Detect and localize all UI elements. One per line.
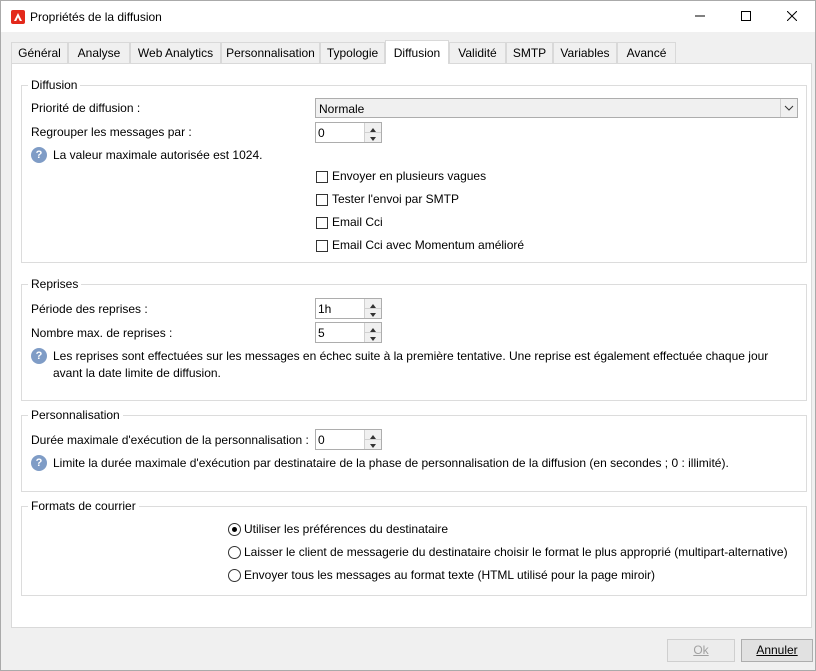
checkbox-email-cci-momentum[interactable] [316, 240, 328, 252]
minimize-button[interactable] [677, 1, 723, 32]
tab-general[interactable]: Général [11, 42, 68, 63]
tab-web-analytics[interactable]: Web Analytics [130, 42, 221, 63]
cancel-button[interactable] [741, 639, 813, 662]
perso-duration-value: 0 [318, 433, 325, 447]
stepper-buttons [364, 430, 381, 449]
group-reprises-legend: Reprises [28, 277, 81, 291]
radio-text-only[interactable] [228, 569, 241, 582]
stepper-buttons [364, 299, 381, 318]
retry-period-stepper[interactable] [315, 298, 382, 319]
group-personnalisation-legend: Personnalisation [28, 408, 123, 422]
group-messages-label: Regrouper les messages par : [31, 125, 192, 139]
retry-info-line1: Les reprises sont effectuées sur les messages en échec suite à la première tentative. Une reprise est également effectuée chaque jour [53, 349, 769, 363]
max-value-info: La valeur maximale autorisée est 1024. [53, 148, 263, 162]
retry-period-value: 1h [318, 302, 332, 316]
stepper-down-icon[interactable] [365, 133, 381, 142]
tab-validite[interactable]: Validité [449, 42, 506, 63]
tab-avance[interactable]: Avancé [617, 42, 676, 63]
stepper-buttons [364, 323, 381, 342]
radio-recipient-preferences[interactable] [228, 523, 241, 536]
group-messages-value: 0 [318, 126, 325, 140]
checkbox-email-cci[interactable] [316, 217, 328, 229]
info-icon: ? [31, 147, 47, 163]
maximize-button[interactable] [723, 1, 769, 32]
tab-smtp[interactable]: SMTP [506, 42, 553, 63]
ok-button-label: Ok [693, 643, 709, 657]
stepper-up-icon[interactable] [365, 123, 381, 133]
radio-text-only-label: Envoyer tous les messages au format texte (HTML utilisé pour la page miroir) [244, 568, 656, 582]
maximize-icon [741, 10, 751, 24]
radio-multipart-alternative[interactable] [228, 546, 241, 559]
priority-select[interactable] [315, 98, 798, 118]
close-icon [787, 10, 797, 24]
perso-info: Limite la durée maximale d'exécution par destinataire de la phase de personnalisation de la diffusion (en secondes ; 0 : illimité). [53, 456, 729, 470]
perso-duration-stepper[interactable] [315, 429, 382, 450]
group-reprises [21, 277, 807, 401]
group-messages-stepper[interactable] [315, 122, 382, 143]
checkbox-waves-label: Envoyer en plusieurs vagues [332, 169, 487, 183]
checkbox-waves[interactable] [316, 171, 328, 183]
group-formats-legend: Formats de courrier [28, 499, 139, 513]
max-retries-value: 5 [318, 326, 325, 340]
checkbox-test-smtp-label: Tester l'envoi par SMTP [332, 192, 460, 206]
minimize-icon [695, 10, 705, 24]
checkbox-email-cci-momentum-label: Email Cci avec Momentum amélioré [332, 238, 525, 252]
radio-recipient-preferences-label: Utiliser les préférences du destinataire [244, 522, 449, 536]
tab-variables[interactable]: Variables [553, 42, 617, 63]
stepper-up-icon[interactable] [365, 299, 381, 309]
perso-duration-label: Durée maximale d'exécution de la personnalisation : [31, 433, 309, 447]
tab-panel-diffusion [11, 63, 812, 628]
retry-period-label: Période des reprises : [31, 302, 148, 316]
stepper-down-icon[interactable] [365, 309, 381, 318]
checkbox-email-cci-label: Email Cci [332, 215, 383, 229]
stepper-up-icon[interactable] [365, 430, 381, 440]
window-title: Propriétés de la diffusion [30, 10, 162, 24]
group-formats [21, 499, 807, 596]
chevron-down-icon [780, 99, 797, 117]
group-diffusion-legend: Diffusion [28, 78, 80, 92]
max-retries-stepper[interactable] [315, 322, 382, 343]
app-logo-icon [11, 10, 25, 24]
tab-analyse[interactable]: Analyse [68, 42, 130, 63]
priority-select-value: Normale [319, 102, 365, 116]
tab-diffusion[interactable]: Diffusion [385, 40, 449, 64]
info-icon: ? [31, 348, 47, 364]
stepper-buttons [364, 123, 381, 142]
group-personnalisation [21, 408, 807, 492]
stepper-down-icon[interactable] [365, 333, 381, 342]
group-diffusion [21, 78, 807, 263]
stepper-down-icon[interactable] [365, 440, 381, 449]
close-button[interactable] [769, 1, 815, 32]
retry-info-line2: avant la date limite de diffusion. [53, 366, 221, 380]
priority-label: Priorité de diffusion : [31, 101, 141, 115]
stepper-up-icon[interactable] [365, 323, 381, 333]
ok-button[interactable] [667, 639, 735, 662]
radio-multipart-alternative-label: Laisser le client de messagerie du destinataire choisir le format le plus approprié (multipart-alternative) [244, 545, 788, 559]
cancel-button-label: Annuler [756, 643, 798, 657]
info-icon: ? [31, 455, 47, 471]
tab-typologie[interactable]: Typologie [320, 42, 385, 63]
tab-personnalisation[interactable]: Personnalisation [221, 42, 320, 63]
title-bar [1, 1, 815, 32]
checkbox-test-smtp[interactable] [316, 194, 328, 206]
max-retries-label: Nombre max. de reprises : [31, 326, 173, 340]
